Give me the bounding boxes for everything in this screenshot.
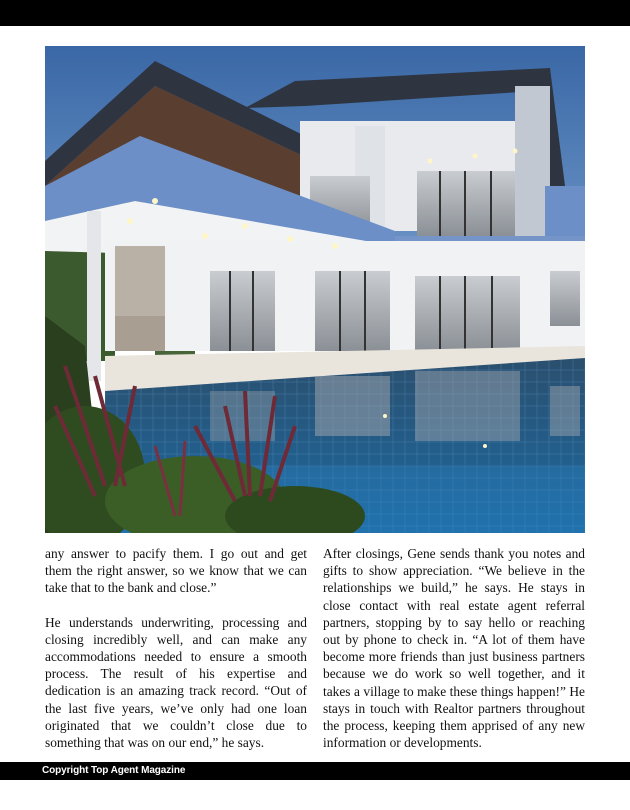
paragraph: He understands underwriting, processing and closing incredibly well, and can make any accommodations needed to ensure a smooth process. The result of his expertise and dedication is an amazing track record. “Out of the last five years, we’ve only had one loan originated that we couldn’t close due to something that was on our end,” he says. <box>45 614 307 751</box>
top-black-bar <box>0 0 630 26</box>
paragraph: After closings, Gene sends thank you notes and gifts to show appreciation. “We believe in the relationships we build,” he says. He stays in close contact with real estate agent referral partners, stopping by to say hello or reaching out by phone to check in. “A lot of them have become more friends than just business partners because we do work so well together, and it takes a village to make these things happen!” He stays in touch with Realtor partners throughout the process, keeping them apprised of any new information or developments. <box>323 546 585 751</box>
paragraph: any answer to pacify them. I go out and get them the right answer, so we know that we can take that to the bank and close.” <box>45 546 307 596</box>
footer-bar <box>0 762 630 780</box>
article-column-right <box>323 545 585 768</box>
article-column-left <box>45 545 307 768</box>
copyright-text: Copyright Top Agent Magazine <box>42 765 186 776</box>
house-photo <box>45 46 585 533</box>
